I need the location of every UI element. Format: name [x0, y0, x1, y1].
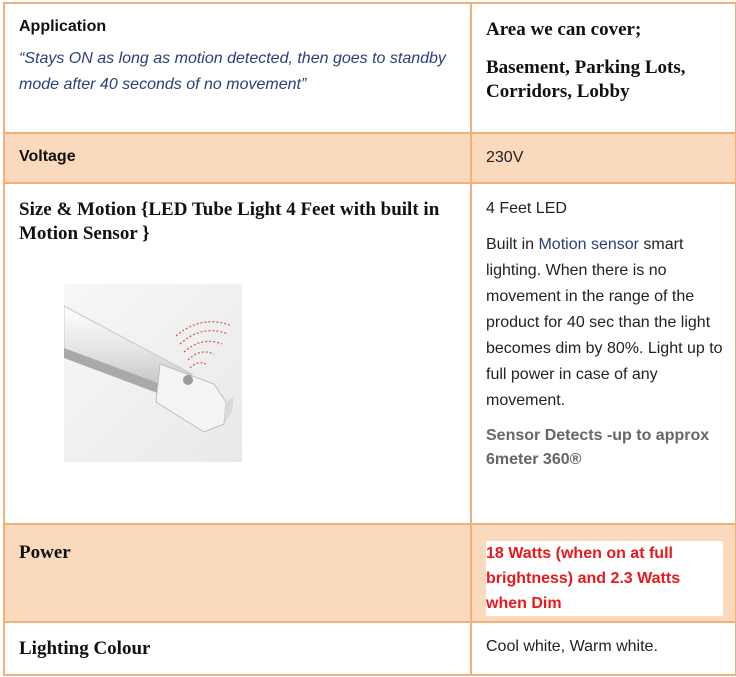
area-heading: Area we can cover; [486, 19, 642, 40]
power-value-box [486, 541, 723, 616]
led-tube-product-image [64, 284, 242, 462]
lighting-label-cell [4, 622, 471, 675]
voltage-label-cell [4, 133, 471, 183]
lighting-label: Lighting Colour [19, 638, 151, 659]
application-cell [4, 3, 471, 133]
power-label: Power [19, 542, 71, 563]
area-values: Basement, Parking Lots, Corridors, Lobby [486, 57, 686, 102]
motion-description [486, 232, 723, 414]
sensor-note: Sensor Detects -up to approx 6meter 360® [486, 427, 710, 468]
row-application [4, 3, 736, 133]
voltage-label: Voltage [19, 148, 76, 165]
power-value-cell [471, 524, 736, 622]
power-label-cell [4, 524, 471, 622]
motion-sensor-text: Motion sensor [538, 236, 639, 253]
size-value: 4 Feet LED [486, 200, 567, 217]
size-value-cell [471, 183, 736, 524]
row-voltage [4, 133, 736, 183]
voltage-value-cell [471, 133, 736, 183]
lighting-value: Cool white, Warm white. [486, 638, 658, 655]
desc-rest: smart lighting. When there is no movement in the range of the product for 40 sec than the light becomes dim by 80%. Light up to full power in case of any movement. [486, 236, 723, 409]
application-quote: “Stays ON as long as motion detected, then goes to standby mode after 40 seconds of no movement” [19, 50, 446, 93]
lighting-value-cell [471, 622, 736, 675]
area-cell [471, 3, 736, 133]
voltage-value: 230V [486, 149, 524, 166]
row-lighting-colour [4, 622, 736, 675]
desc-prefix: Built in [486, 236, 539, 253]
application-label: Application [19, 18, 107, 35]
row-power [4, 524, 736, 622]
size-motion-label: Size & Motion {LED Tube Light 4 Feet with built in Motion Sensor } [19, 199, 440, 244]
power-value: 18 Watts (when on at full brightness) and 2.3 Watts when Dim [486, 545, 681, 612]
